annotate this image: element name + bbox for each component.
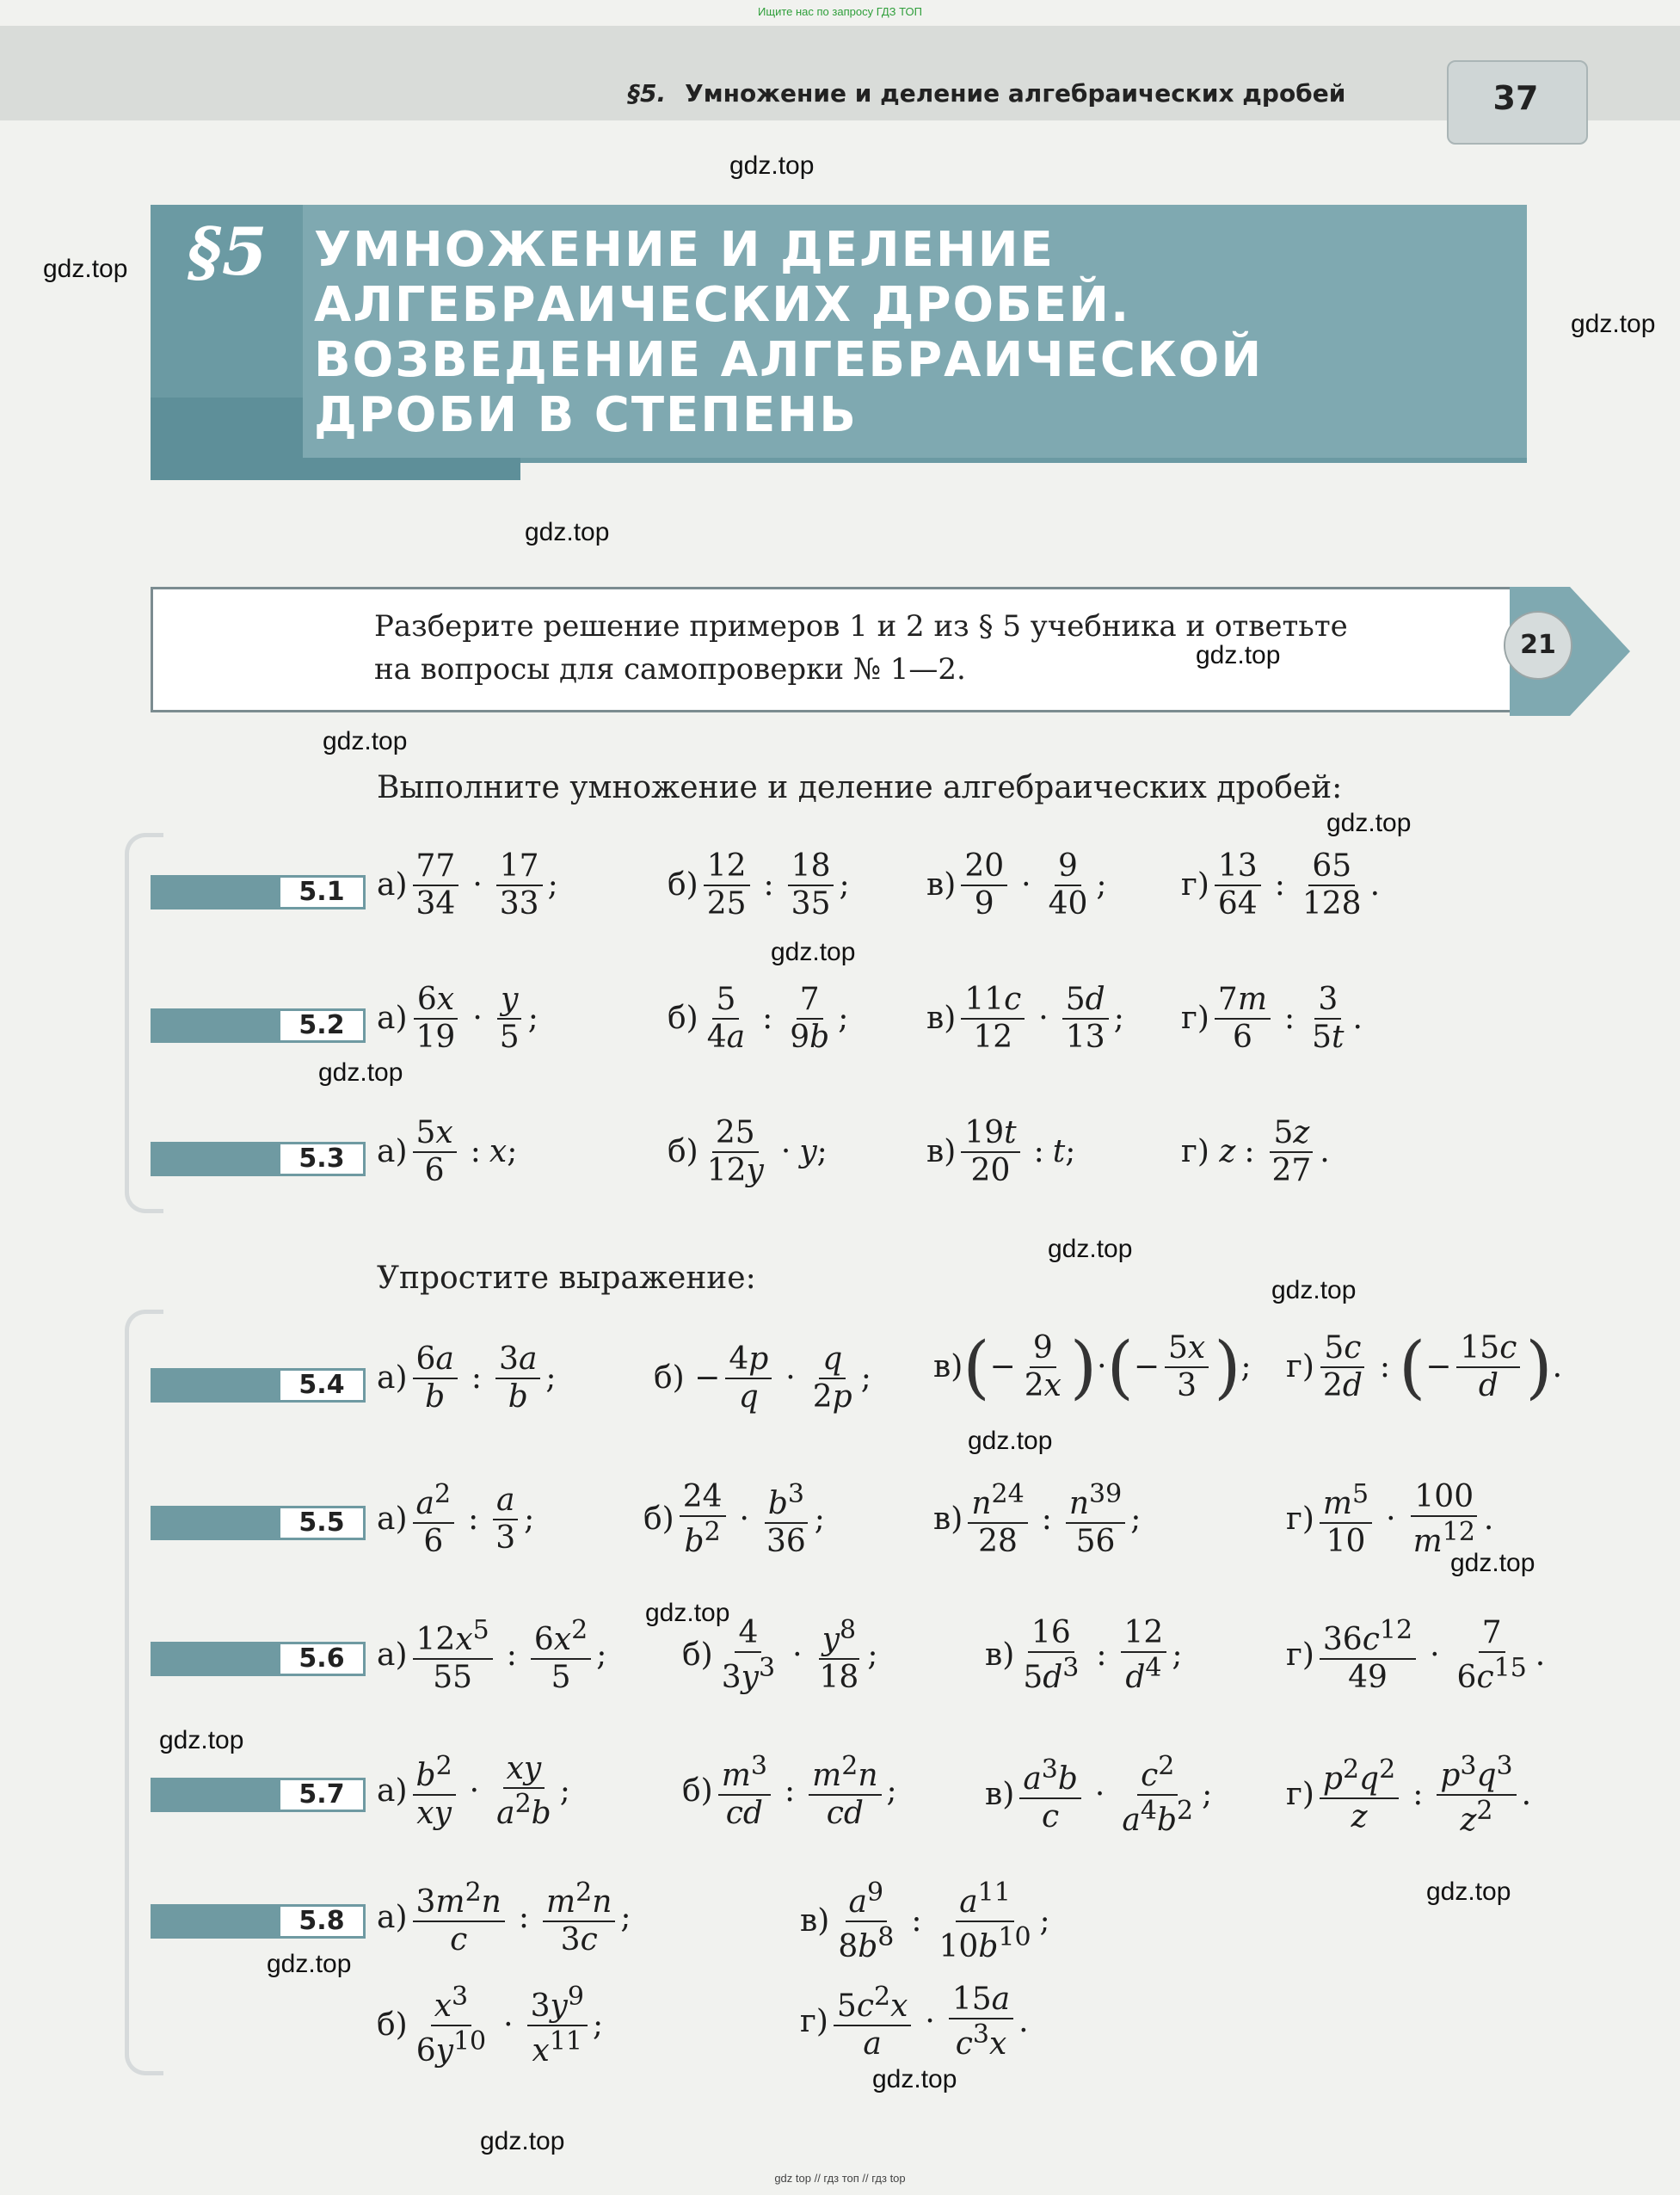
exercise-item: в) $\frac{n^{24}}{28}$ : $\frac{n^{39}}{56}$ ; [933, 1479, 1142, 1559]
exercise-number: 5.3 [278, 1142, 366, 1176]
exercise-item: г) $\frac{m^5}{10}$ · $\frac{100}{m^{12}}$ . [1286, 1479, 1494, 1559]
group-bracket [125, 1310, 163, 2075]
watermark: gdz.top [645, 1599, 730, 1627]
watermark: gdz.top [267, 1950, 352, 1978]
exercise-item: а) $\frac{6x}{19}$ · $\frac{y}{5}$ ; [377, 982, 538, 1055]
exercise-item: г) z : $\frac{5z}{27}$ . [1181, 1115, 1330, 1188]
exercise-item: б) $\frac{12}{25}$ : $\frac{18}{35}$ ; [668, 848, 850, 922]
exercise-item: а) $\frac{5x}{6}$ : x ; [377, 1115, 518, 1188]
exercise-item: г) $\frac{5c}{2d}$ : ( − $\frac{15c}{d}$ ) . [1286, 1326, 1563, 1407]
exercise-item: б) $\frac{4}{3y^3}$ · $\frac{y^8}{18}$ ; [682, 1615, 878, 1695]
exercise-item: в) $\frac{19t}{20}$ : t ; [926, 1115, 1076, 1188]
exercise-number: 5.5 [278, 1506, 366, 1540]
page-number: 37 [1492, 79, 1539, 117]
exercise-item: в) $\frac{11c}{12}$ · $\frac{5d}{13}$ ; [926, 982, 1124, 1055]
chapter-number: §5 [188, 213, 268, 290]
watermark: gdz.top [1271, 1276, 1357, 1304]
exercise-item: а) $\frac{b^2}{xy}$ · $\frac{xy}{a^2b}$ ; [377, 1751, 570, 1831]
exercise-item: а) $\frac{12x^5}{55}$ : $\frac{6x^2}{5}$ ; [377, 1615, 607, 1695]
watermark: gdz.top [968, 1427, 1053, 1455]
exercise-item: б) $\frac{x^3}{6y^{10}}$ · $\frac{3y^9}{x^{11}}$ ; [377, 1982, 604, 2069]
exercise-item: г) $\frac{7m}{6}$ : $\frac{3}{5t}$ . [1181, 982, 1363, 1055]
watermark: gdz.top [1571, 310, 1656, 338]
exercise-item: в) $\frac{20}{9}$ · $\frac{9}{40}$ ; [926, 848, 1107, 922]
watermark: gdz.top [43, 255, 128, 283]
chapter-title-line: ВОЗВЕДЕНИЕ АЛГЕБРАИЧЕСКОЙ [314, 332, 1264, 388]
exercise-item: г) $\frac{36c^{12}}{49}$ · $\frac{7}{6c^{15}}$ . [1286, 1615, 1546, 1695]
watermark: gdz.top [525, 518, 610, 546]
exercise-item: б) $\frac{5}{4a}$ : $\frac{7}{9b}$ ; [668, 982, 849, 1055]
instruction-box [151, 587, 1532, 712]
running-title [628, 79, 1345, 108]
exercise-item: г) $\frac{p^2q^2}{z}$ : $\frac{p^3q^3}{z^2}$ . [1286, 1751, 1532, 1838]
watermark: gdz.top [318, 1058, 403, 1087]
exercise-item: а) $\frac{77}{34}$ · $\frac{17}{33}$ ; [377, 848, 558, 922]
exercise-item: в) $\frac{a^3b}{c}$ · $\frac{c^2}{a^4b^2}$ ; [985, 1751, 1213, 1838]
running-section: §5. [628, 79, 667, 108]
watermark: gdz.top [159, 1726, 244, 1754]
chapter-title-line: УМНОЖЕНИЕ И ДЕЛЕНИЕ [314, 222, 1055, 278]
exercise-number: 5.2 [278, 1008, 366, 1043]
exercise-item: в) $\frac{a^9}{8b^8}$ : $\frac{a^{11}}{10b^{10}}$ ; [800, 1877, 1050, 1964]
exercise-item: б) − $\frac{4p}{q}$ · $\frac{q}{2p}$ ; [654, 1341, 871, 1415]
watermark: gdz.top [1426, 1877, 1511, 1906]
watermark: gdz.top [1326, 809, 1412, 837]
watermark: gdz.top [872, 2065, 957, 2093]
exercise-number: 5.1 [278, 875, 366, 909]
exercise-item: в) ( − $\frac{9}{2x}$ ) · ( − $\frac{5x}{3}$ ) ; [933, 1326, 1252, 1407]
top-watermark: Ищите нас по запросу ГДЗ ТОП [758, 5, 922, 18]
exercise-number: 5.4 [278, 1368, 366, 1403]
watermark: gdz.top [729, 151, 815, 180]
chapter-title-line: АЛГЕБРАИЧЕСКИХ ДРОБЕЙ. [314, 277, 1131, 333]
exercise-number: 5.6 [278, 1642, 366, 1676]
watermark: gdz.top [771, 938, 856, 966]
bottom-watermark: gdz top // гдз топ // гдз top [774, 2172, 906, 2185]
group-heading: Упростите выражение: [377, 1261, 756, 1296]
exercise-item: а) $\frac{3m^2n}{c}$ : $\frac{m^2n}{3c}$ ; [377, 1877, 631, 1958]
exercise-item: б) $\frac{25}{12y}$ · y ; [668, 1115, 828, 1188]
watermark: gdz.top [323, 727, 408, 755]
exercise-item: б) $\frac{24}{b^2}$ · $\frac{b^3}{36}$ ; [643, 1479, 825, 1559]
watermark: gdz.top [480, 2127, 565, 2155]
running-title-text: Умножение и деление алгебраических дробей [685, 79, 1346, 108]
chapter-title-line: ДРОБИ В СТЕПЕНЬ [314, 387, 858, 443]
instruction-line: Разберите решение примеров 1 и 2 из § 5 учебника и ответьте [374, 609, 1348, 644]
instruction-line: на вопросы для самопроверки № 1—2. [374, 652, 966, 687]
exercise-item: г) $\frac{5c^2x}{a}$ · $\frac{15a}{c^3x}$ . [800, 1982, 1029, 2062]
exercise-item: в) $\frac{16}{5d^3}$ : $\frac{12}{d^4}$ ; [985, 1615, 1183, 1695]
exercise-item: а) $\frac{6a}{b}$ : $\frac{3a}{b}$ ; [377, 1341, 557, 1415]
watermark: gdz.top [1196, 641, 1281, 669]
reference-badge: 21 [1504, 611, 1572, 680]
exercise-number: 5.8 [278, 1904, 366, 1939]
watermark: gdz.top [1450, 1549, 1535, 1577]
watermark: gdz.top [1048, 1235, 1133, 1263]
group-heading: Выполните умножение и деление алгебраических дробей: [377, 770, 1343, 805]
exercise-number: 5.7 [278, 1778, 366, 1812]
exercise-item: г) $\frac{13}{64}$ : $\frac{65}{128}$ . [1181, 848, 1381, 922]
exercise-item: б) $\frac{m^3}{cd}$ : $\frac{m^2n}{cd}$ ; [682, 1751, 897, 1831]
exercise-item: а) $\frac{a^2}{6}$ : $\frac{a}{3}$ ; [377, 1479, 535, 1559]
